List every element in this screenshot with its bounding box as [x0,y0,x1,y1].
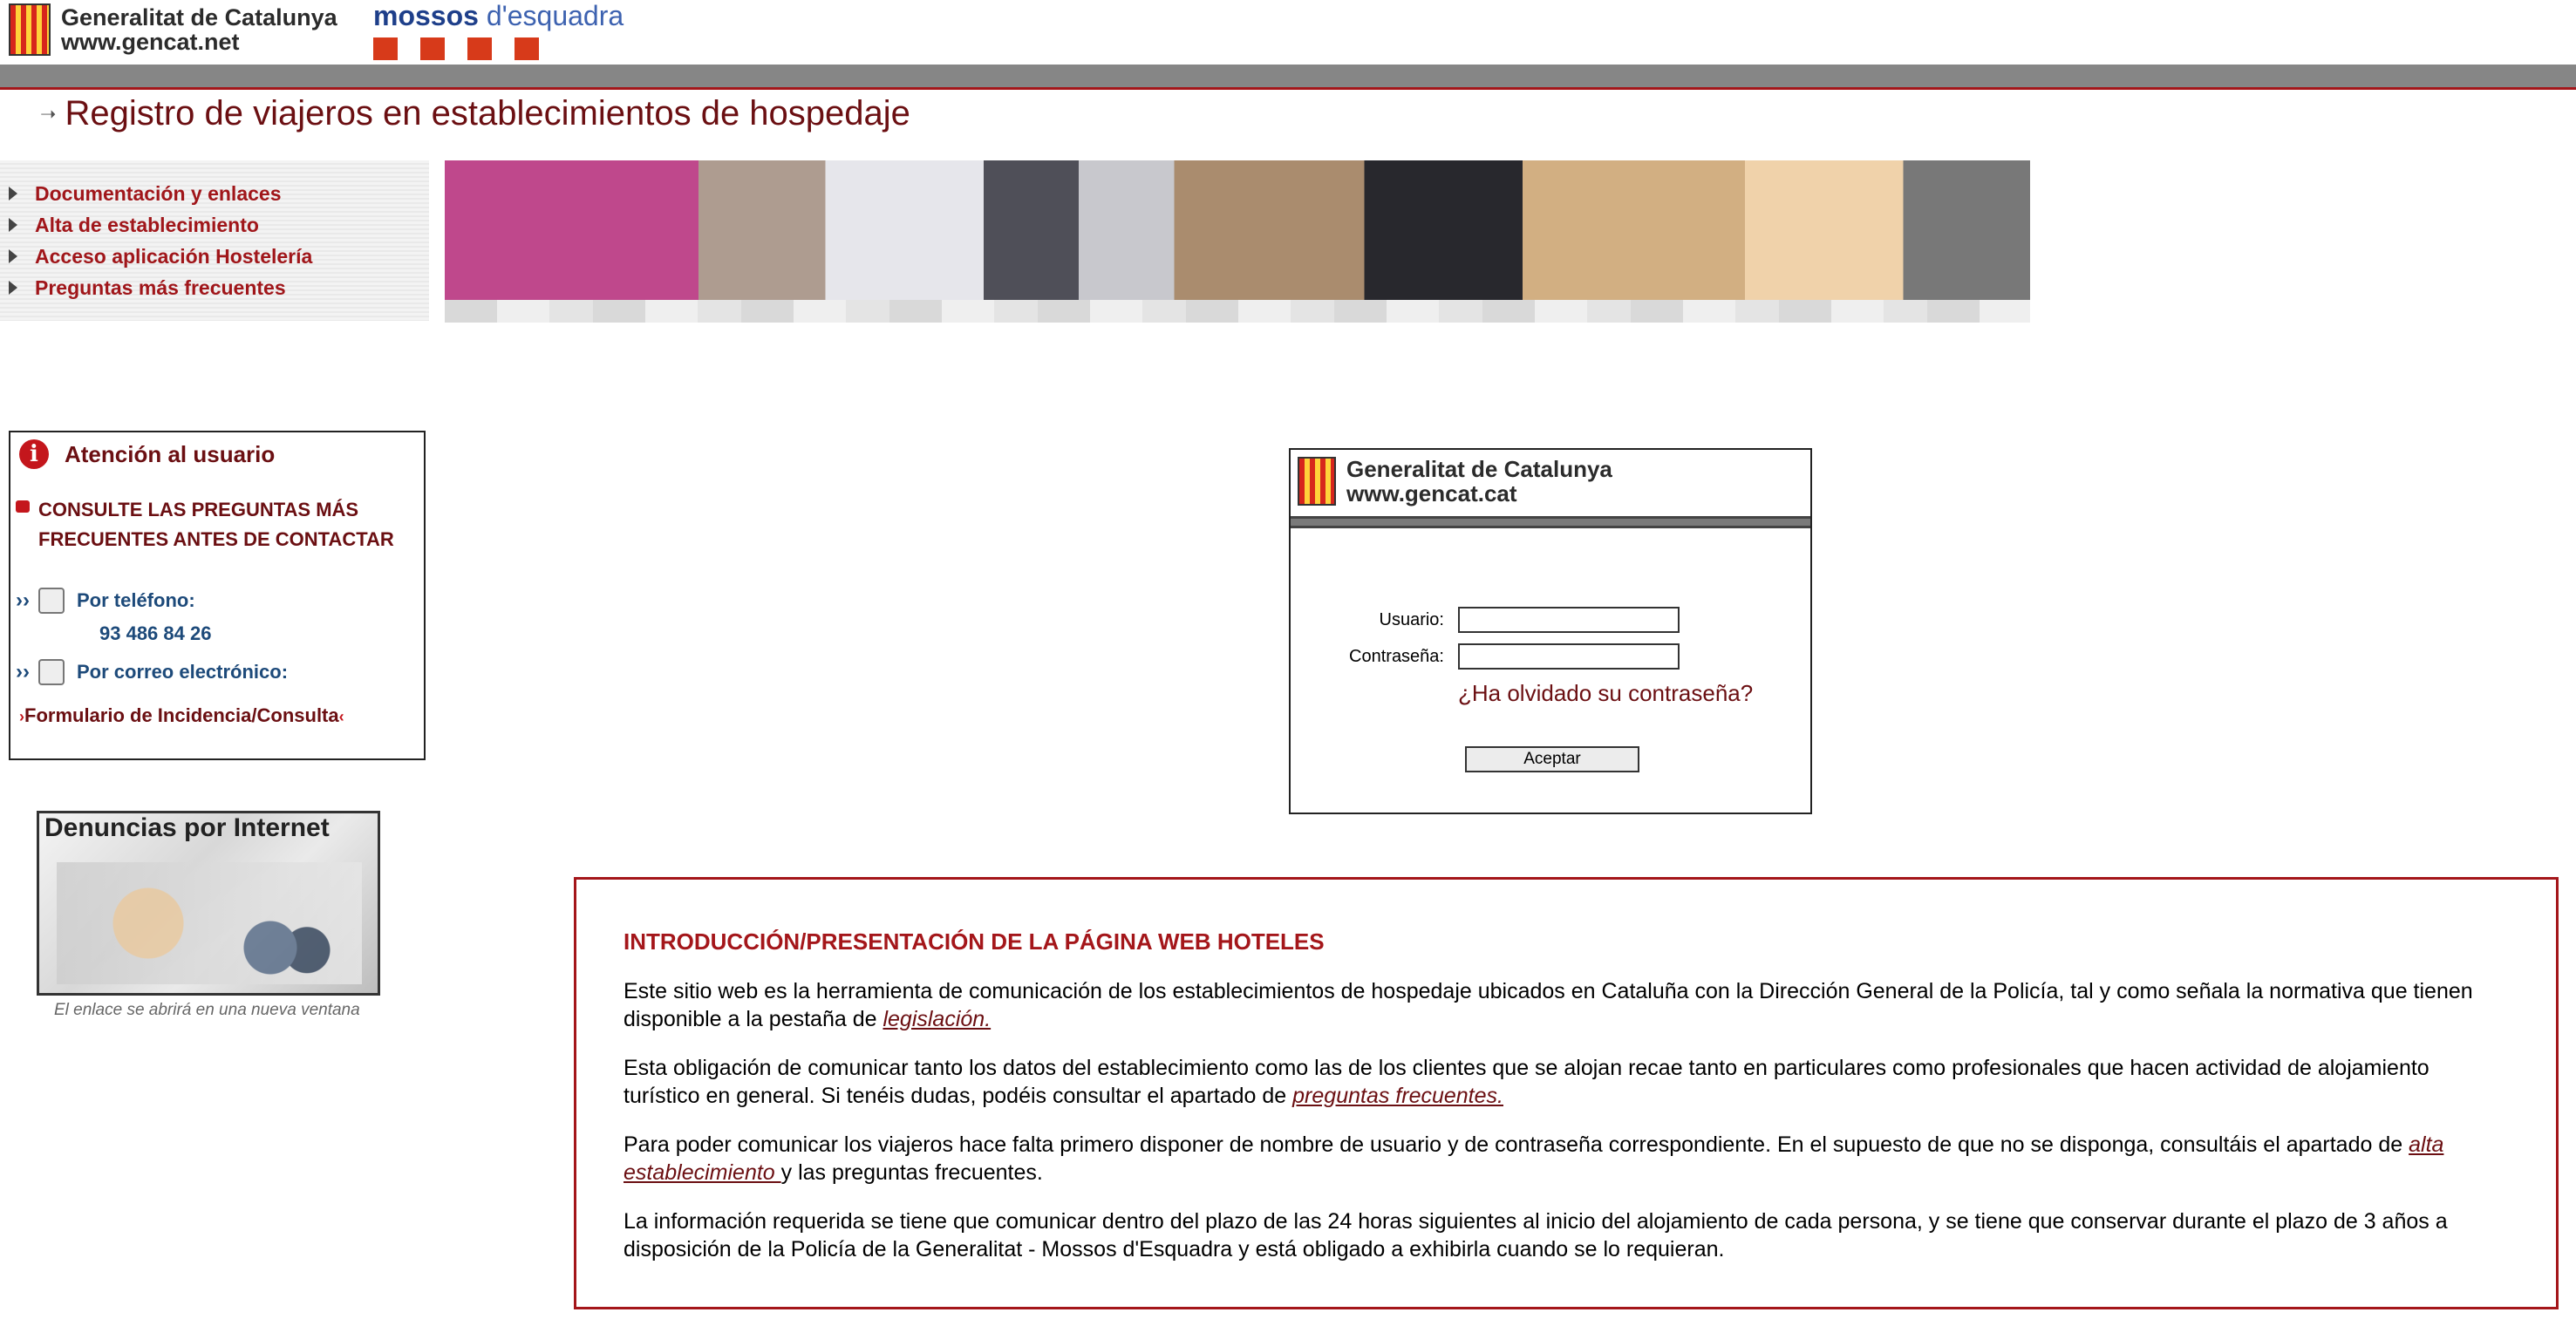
email-label: Por correo electrónico: [76,661,289,683]
nav-link-preguntas[interactable]: Preguntas más frecuentes [35,275,286,299]
mossos-squares-icon [373,37,624,60]
login-logo-name: Generalitat de Catalunya [1346,456,1612,482]
intro-p2-text: Esta obligación de comunicar tanto los datos del establecimiento como las de los clientes que se alojan recae tanto en particulares como profesionales que hacen actividad de alojamiento turístico en general. Si tenéis dudas, podéis consultar el apartado de [624,1056,2429,1108]
intro-paragraph-1 [624,977,2507,1033]
nav-arrow-icon [9,281,17,295]
phone-icon [38,588,65,614]
arrow-right-icon: › [19,708,24,725]
nav-item-preguntas[interactable] [0,272,429,303]
sidebar-nav [0,160,429,321]
phone-label: Por teléfono: [76,589,195,611]
intro-p1-text: Este sitio web es la herramienta de comunicación de los establecimientos de hospedaje ubicados en Cataluña con la Dirección General de la Policía, tal y como señala la normativa que tienen disponible a la pestaña de [624,979,2473,1031]
intro-p4-text: La información requerida se tiene que comunicar dentro del plazo de las 24 horas siguientes al inicio del alojamiento de cada persona, y se tiene que conservar durante el plazo de 3 años a disposición de la Policía de la Generalitat - Mossos d'Esquadra y está obligado a exhibirla cuando se lo requieran. [624,1209,2448,1261]
nav-link-acceso[interactable]: Acceso aplicación Hostelería [35,244,313,268]
mossos-logo-rest: d'esquadra [486,0,624,31]
banner-mosaic [445,300,2030,323]
nav-link-documentacion[interactable]: Documentación y enlaces [35,181,282,205]
intro-paragraph-4 [624,1207,2507,1263]
email-row [16,659,288,685]
page-title-text: Registro de viajeros en establecimientos de hospedaje [65,94,910,133]
intro-paragraph-2 [624,1054,2507,1110]
nav-arrow-icon [9,249,17,263]
attention-box [9,431,426,760]
gencat-logo[interactable] [9,2,337,58]
gencat-emblem-icon [1298,457,1336,506]
intro-title: INTRODUCCIÓN/PRESENTACIÓN DE LA PÁGINA WEB HOTELES [624,928,1325,955]
legislacion-link[interactable]: legislación. [883,1007,992,1031]
page-title [40,94,910,133]
phone-number: 93 486 84 26 [99,622,212,644]
password-row [1305,643,1680,670]
attention-title: Atención al usuario [65,440,276,467]
banner-photo [445,160,2030,300]
denuncias-caption: El enlace se abrirá en una nueva ventana [54,1001,360,1019]
hotel-banner-image [445,160,2030,323]
title-arrow-icon: ➝ [40,102,57,125]
nav-link-alta[interactable]: Alta de establecimiento [35,213,259,236]
nav-arrow-icon [9,218,17,232]
nav-item-documentacion[interactable] [0,178,429,209]
login-logo-url: www.gencat.cat [1346,480,1517,507]
nav-arrow-icon [9,187,17,201]
intro-p3-text: Para poder comunicar los viajeros hace falta primero disponer de nombre de usuario y de contraseña correspondiente. En el supuesto de que no se disponga, consultáis el apartado de [624,1132,2409,1157]
denuncias-illustration [57,862,362,984]
mossos-logo-bold: mossos [373,0,479,31]
nav-item-acceso[interactable] [0,241,429,272]
faq-bullet-icon [16,500,30,513]
denuncias-internet-banner[interactable] [37,811,380,996]
arrow-left-icon: ‹ [338,708,344,725]
accept-button[interactable]: Aceptar [1465,746,1639,772]
gencat-url: www.gencat.net [61,29,240,55]
mossos-logo[interactable] [373,0,624,60]
password-input[interactable] [1458,643,1680,670]
intro-box [574,877,2559,1309]
user-row [1305,607,1680,633]
intro-p3-after: y las preguntas frecuentes. [780,1160,1043,1185]
preguntas-frecuentes-link[interactable]: preguntas frecuentes. [1292,1084,1503,1108]
forgot-password-link[interactable]: ¿Ha olvidado su contraseña? [1458,680,1754,706]
info-icon: i [19,439,49,469]
intro-paragraph-3 [624,1131,2507,1187]
user-label: Usuario: [1379,609,1444,629]
incident-form-link[interactable] [19,704,344,727]
denuncias-title: Denuncias por Internet [44,813,330,842]
login-divider [1291,516,1810,528]
gencat-name: Generalitat de Catalunya [61,4,337,31]
login-box [1289,448,1812,814]
incident-form-label[interactable]: Formulario de Incidencia/Consulta [24,704,339,726]
login-gencat-logo [1298,457,1612,506]
header-band [0,65,2576,90]
chevron-right-icon: ›› [16,660,30,683]
nav-item-alta[interactable] [0,209,429,241]
alta-establecimiento-link[interactable]: alta establecimiento [624,1132,2444,1185]
password-label: Contraseña: [1349,646,1444,666]
user-input[interactable] [1458,607,1680,633]
gencat-emblem-icon [9,3,51,56]
faq-notice[interactable]: CONSULTE LAS PREGUNTAS MÁS FRECUENTES ANTES DE CONTACTAR [38,499,394,550]
chevron-right-icon: ›› [16,588,30,612]
email-icon [38,659,65,685]
phone-row [16,588,195,614]
